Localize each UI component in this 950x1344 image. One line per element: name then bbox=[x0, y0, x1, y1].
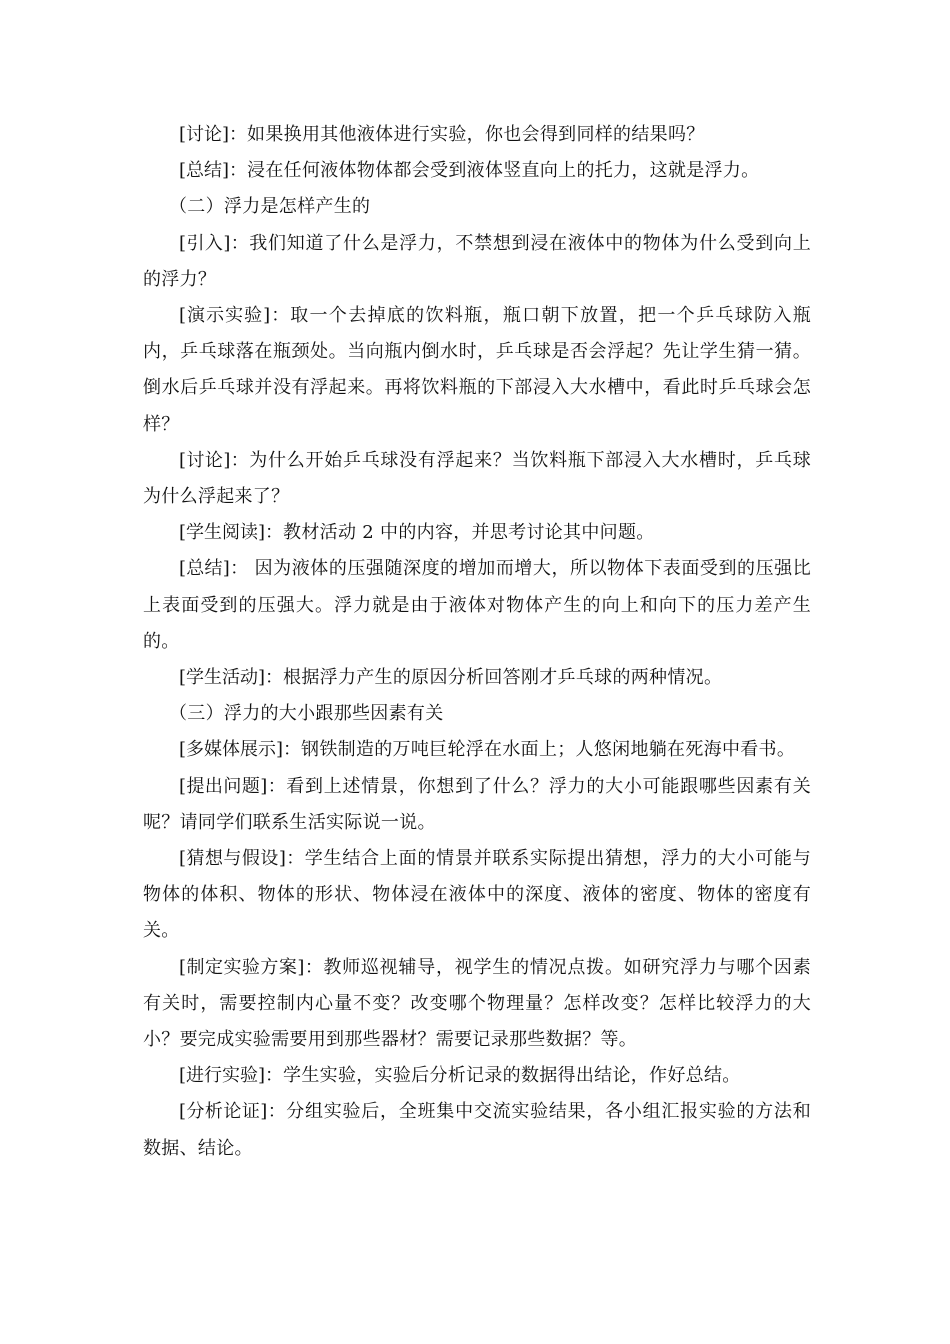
section-heading bbox=[143, 189, 811, 225]
paragraph-text: 学生结合上面的情景并联系实际提出猜想，浮力的大小可能与物体的体积、物体的形状、物体浸在液体中的深度、液体的密度、物体的密度有关。 bbox=[143, 848, 811, 942]
paragraph-text: 教师巡视辅导，视学生的情况点拨。如研究浮力与哪个因素有关时，需要控制内心量不变？改变哪个物理量？怎样改变？怎样比较浮力的大小？要完成实验需要用到那些器材？需要记录那些数据？等。 bbox=[143, 956, 811, 1051]
section-heading bbox=[143, 696, 811, 732]
paragraph bbox=[143, 443, 811, 515]
paragraph-tag: [总结]： bbox=[179, 558, 249, 580]
paragraph-text: 学生实验，实验后分析记录的数据得出结论，作好总结。 bbox=[283, 1065, 741, 1087]
paragraph bbox=[143, 226, 811, 298]
paragraph-tag: [学生活动]： bbox=[179, 667, 284, 689]
paragraph-text: 分组实验后，全班集中交流实验结果，各小组汇报实验的方法和数据、结论。 bbox=[143, 1101, 811, 1159]
paragraph-text: 浸在任何液体物体都会受到液体竖直向上的托力，这就是浮力。 bbox=[247, 160, 760, 182]
paragraph-tag: [多媒体展示]： bbox=[179, 739, 302, 761]
paragraph bbox=[143, 551, 811, 660]
document-page bbox=[143, 117, 811, 1167]
paragraph-text: 教材活动 2 中的内容，并思考讨论其中问题。 bbox=[283, 522, 655, 544]
paragraph bbox=[143, 950, 811, 1059]
paragraph-tag: [演示实验]： bbox=[179, 305, 291, 327]
paragraph bbox=[143, 117, 811, 153]
paragraph-tag: [总结]： bbox=[179, 160, 248, 182]
heading-text: （三）浮力的大小跟那些因素有关 bbox=[169, 703, 444, 725]
paragraph-tag: [进行实验]： bbox=[179, 1065, 284, 1087]
paragraph-text: 看到上述情景，你想到了什么？浮力的大小可能跟哪些因素有关呢？请同学们联系生活实际说一说。 bbox=[143, 775, 811, 833]
paragraph-text: 钢铁制造的万吨巨轮浮在水面上；人悠闲地躺在死海中看书。 bbox=[301, 739, 796, 761]
paragraph-tag: [分析论证]： bbox=[179, 1101, 287, 1123]
paragraph bbox=[143, 1094, 811, 1166]
paragraph-tag: [学生阅读]： bbox=[179, 522, 284, 544]
paragraph-text: 根据浮力产生的原因分析回答刚才乒乓球的两种情况。 bbox=[283, 667, 723, 689]
paragraph bbox=[143, 1058, 811, 1094]
paragraph bbox=[143, 515, 811, 551]
paragraph-tag: [讨论]： bbox=[179, 124, 248, 145]
heading-text: （二）浮力是怎样产生的 bbox=[169, 196, 371, 218]
paragraph bbox=[143, 153, 811, 189]
paragraph-text: 我们知道了什么是浮力，不禁想到浸在液体中的物体为什么受到向上的浮力？ bbox=[143, 232, 812, 290]
paragraph-text: 为什么开始乒乓球没有浮起来？当饮料瓶下部浸入大水槽时，乒乓球为什么浮起来了？ bbox=[143, 449, 812, 508]
paragraph bbox=[143, 841, 811, 950]
paragraph-tag: [猜想与假设]： bbox=[179, 848, 305, 870]
paragraph-tag: [提出问题]： bbox=[179, 775, 287, 797]
paragraph bbox=[143, 732, 811, 768]
paragraph bbox=[143, 660, 811, 696]
paragraph bbox=[143, 769, 811, 841]
paragraph-tag: [讨论]： bbox=[179, 449, 250, 471]
paragraph-tag: [引入]： bbox=[179, 232, 250, 254]
paragraph-text: 取一个去掉底的饮料瓶，瓶口朝下放置，把一个乒乓球防入瓶内，乒乓球落在瓶颈处。当向瓶内倒水时，乒乓球是否会浮起？先让学生猜一猜。倒水后乒乓球并没有浮起来。再将饮料瓶的下部浸入大水槽中，看此时乒乓球会怎样？ bbox=[143, 305, 811, 435]
paragraph-text: 因为液体的压强随深度的增加而增大，所以物体下表面受到的压强比上表面受到的压强大。浮力就是由于液体对物体产生的向上和向下的压力差产生的。 bbox=[143, 558, 811, 652]
paragraph bbox=[143, 298, 811, 443]
paragraph-text: 如果换用其他液体进行实验，你也会得到同样的结果吗？ bbox=[247, 124, 705, 145]
paragraph-tag: [制定实验方案]： bbox=[179, 956, 324, 978]
